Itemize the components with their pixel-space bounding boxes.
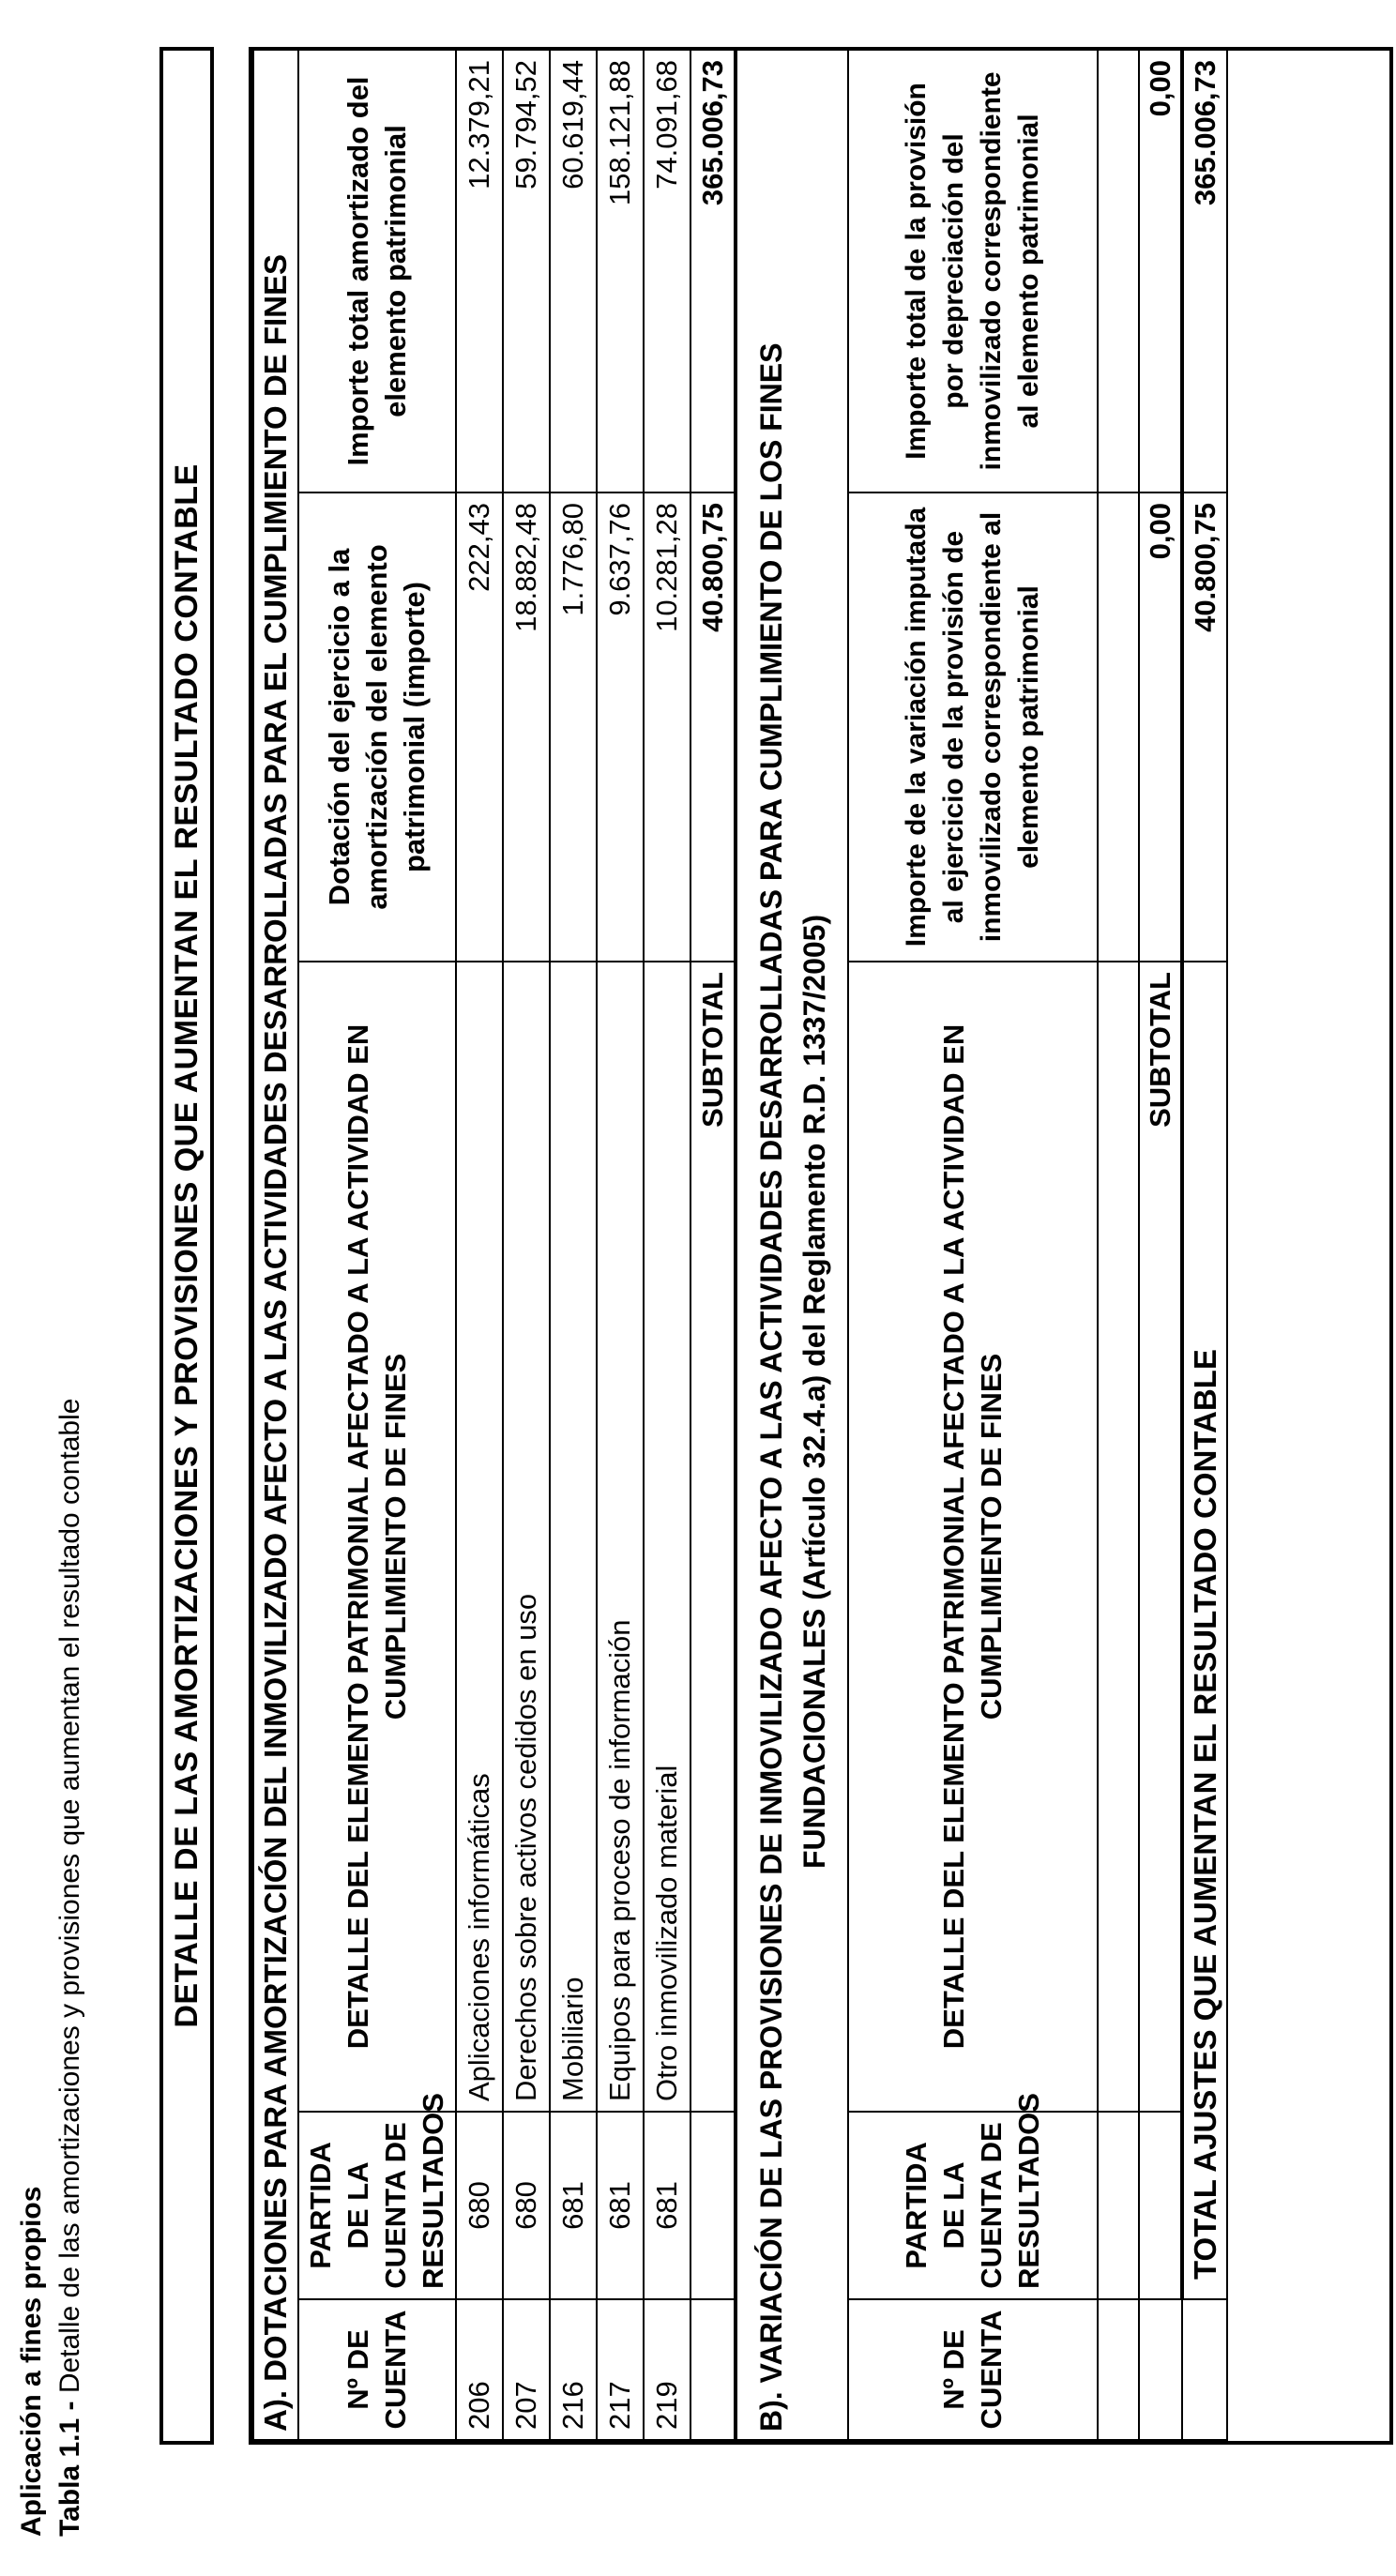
table-row <box>1098 50 1139 2440</box>
cell-account: 219 <box>644 2299 690 2440</box>
cell-detail: Aplicaciones informáticas <box>456 962 503 2112</box>
table-row <box>503 50 550 2440</box>
table-row <box>644 50 690 2440</box>
report-banner: DETALLE DE LAS AMORTIZACIONES Y PROVISIONES QUE AUMENTAN EL RESULTADO CONTABLE <box>159 47 214 2445</box>
cell-total: 12.379,21 <box>456 50 503 492</box>
cell-total: 59.794,52 <box>503 50 550 492</box>
cell-account: 217 <box>597 2299 644 2440</box>
cell-total: 60.619,44 <box>550 50 597 492</box>
table-row <box>550 50 597 2440</box>
cell-account: 207 <box>503 2299 550 2440</box>
cell-detail: Mobiliario <box>550 962 597 2112</box>
table-caption <box>54 1399 86 2537</box>
section-a-header-row <box>298 50 456 2440</box>
cell-dotacion: 9.637,76 <box>597 492 644 962</box>
cell-detail: Otro inmovilizado material <box>644 962 690 2112</box>
cell-partida: 681 <box>550 2112 597 2299</box>
cell-account: 216 <box>550 2299 597 2440</box>
subtotal-label: SUBTOTAL <box>1139 962 1182 2112</box>
section-title: Aplicación a fines propios <box>16 2186 47 2537</box>
subtotal-total: 0,00 <box>1139 50 1182 492</box>
header-detail: DETALLE DEL ELEMENTO PATRIMONIAL AFECTADO A LA ACTIVIDAD EN CUMPLIMIENTO DE FINES <box>298 962 456 2112</box>
table-row <box>597 50 644 2440</box>
cell-partida: 680 <box>503 2112 550 2299</box>
section-a-title: A). DOTACIONES PARA AMORTIZACIÓN DEL INMOVILIZADO AFECTO A LAS ACTIVIDADES DESARROLLADAS PARA EL CUMPLIMIENTO DE FINES <box>253 50 298 2440</box>
cell-detail: Equipos para proceso de información <box>597 962 644 2112</box>
header-total: Importe total amortizado del elemento patrimonial <box>298 50 456 492</box>
header-partida: PARTIDA DE LA CUENTA DE RESULTADOS <box>298 2112 456 2299</box>
table-row <box>456 50 503 2440</box>
subtotal-total: 365.006,73 <box>690 50 736 492</box>
header-variacion: Importe de la variación imputada al ejercicio de la provisión de inmovilizado correspondiente al elemento patrimonial <box>848 492 1098 962</box>
grand-total-row <box>1182 50 1227 2440</box>
grand-total-label: TOTAL AJUSTES QUE AUMENTAN EL RESULTADO CONTABLE <box>1182 962 1227 2299</box>
cell-dotacion: 10.281,28 <box>644 492 690 962</box>
cell-total: 158.121,88 <box>597 50 644 492</box>
grand-total-col1: 40.800,75 <box>1182 492 1227 962</box>
cell-total: 74.091,68 <box>644 50 690 492</box>
cell-partida: 681 <box>597 2112 644 2299</box>
cell-dotacion: 18.882,48 <box>503 492 550 962</box>
section-b-header-row <box>848 50 1098 2440</box>
cell-dotacion: 1.776,80 <box>550 492 597 962</box>
header-dotacion: Dotación del ejercicio a la amortización del elemento patrimonial (importe) <box>298 492 456 962</box>
cell-partida: 681 <box>644 2112 690 2299</box>
section-b-title <box>736 50 848 2440</box>
section-b-subtotal-row <box>1139 50 1182 2440</box>
cell-dotacion: 222,43 <box>456 492 503 962</box>
grand-total-col2: 365.006,73 <box>1182 50 1227 492</box>
cell-partida: 680 <box>456 2112 503 2299</box>
adjustments-table <box>249 47 1393 2445</box>
section-b-title-line1: B). VARIACIÓN DE LAS PROVISIONES DE INMOVILIZADO AFECTO A LAS ACTIVIDADES DESARROLLADAS PARA CUMPLIMIENTO DE LOS FINES <box>753 342 788 2432</box>
subtotal-label: SUBTOTAL <box>690 962 736 2112</box>
header-total: Importe total de la provisión por depreciación del inmovilizado correspondiente al elemento patrimonial <box>848 50 1098 492</box>
header-account: Nº DE CUENTA <box>848 2299 1098 2440</box>
subtotal-dotacion: 40.800,75 <box>690 492 736 962</box>
table-label: Tabla 1.1 - <box>54 2401 85 2537</box>
subtotal-variacion: 0,00 <box>1139 492 1182 962</box>
section-a-subtotal-row <box>690 50 736 2440</box>
header-partida: PARTIDA DE LA CUENTA DE RESULTADOS <box>848 2112 1098 2299</box>
cell-detail: Derechos sobre activos cedidos en uso <box>503 962 550 2112</box>
header-detail: DETALLE DEL ELEMENTO PATRIMONIAL AFECTADO A LA ACTIVIDAD EN CUMPLIMIENTO DE FINES <box>848 962 1098 2112</box>
header-account: Nº DE CUENTA <box>298 2299 456 2440</box>
section-a-title-row <box>253 50 298 2440</box>
section-b-title-row <box>736 50 848 2440</box>
section-b-title-line2: FUNDACIONALES (Artículo 32.4.a) del Reglamento R.D. 1337/2005) <box>797 914 831 1869</box>
table-description: Detalle de las amortizaciones y provisiones que aumentan el resultado contable <box>54 1398 85 2402</box>
cell-account: 206 <box>456 2299 503 2440</box>
